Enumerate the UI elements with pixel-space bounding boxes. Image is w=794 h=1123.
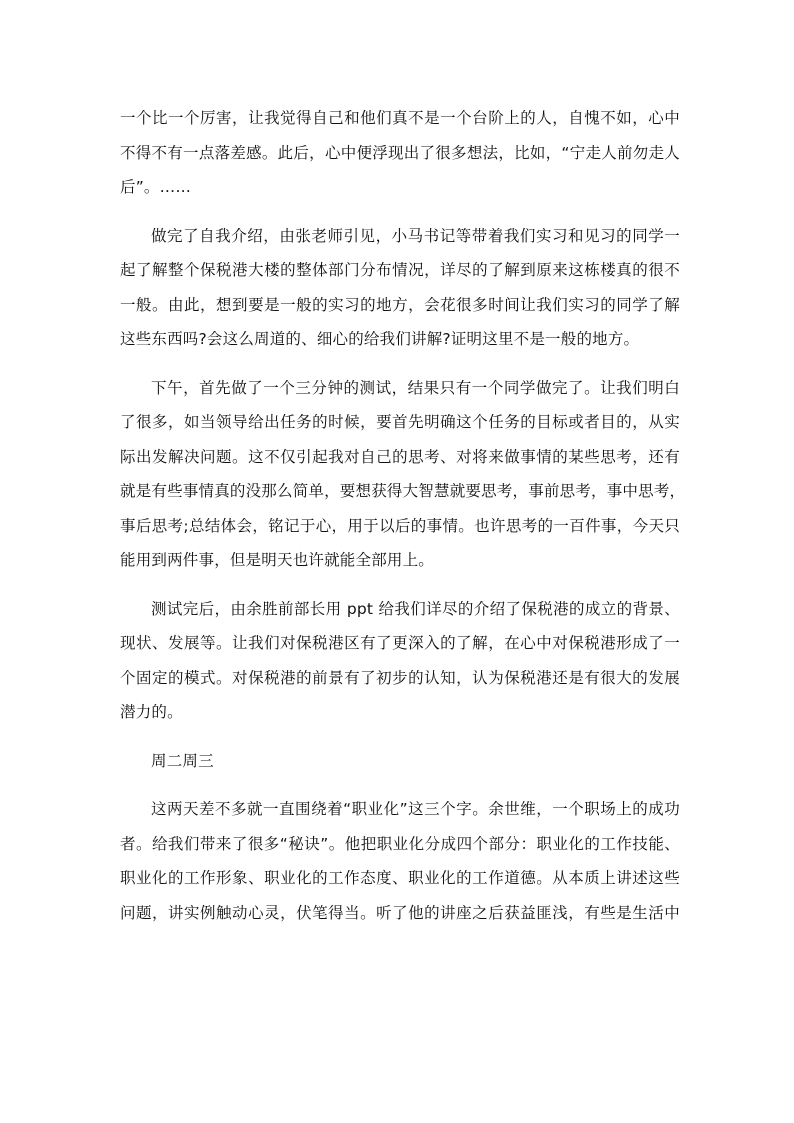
text-line: 下午，首先做了一个三分钟的测试，结果只有一个同学做完了。让我们明白 [151, 378, 680, 397]
text-line: 不得不有一点落差感。此后，心中便浮现出了很多想法，比如，“宁走人前勿走人 [120, 143, 680, 162]
text-line: 做完了自我介绍，由张老师引见，小马书记等带着我们实习和见习的同学一 [151, 226, 680, 245]
text-line: 测试完后，由余胜前部长用 ppt 给我们详尽的介绍了保税港的成立的背景、 [151, 599, 680, 618]
paragraph [120, 592, 680, 730]
text-line: 一个比一个厉害，让我觉得自己和他们真不是一个台阶上的人，自愧不如，心中 [120, 109, 680, 127]
section-heading [120, 744, 680, 779]
paragraph [120, 101, 680, 205]
paragraph [120, 219, 680, 357]
text-line: 际出发解决问题。这不仅引起我对自己的思考、对将来做事情的某些思考，还有 [120, 447, 680, 466]
text-line: 能用到两件事，但是明天也许就能全部用上。 [120, 551, 435, 569]
text-line: 事后思考;总结体会，铭记于心，用于以后的事情。也许思考的一百件事，今天只 [120, 516, 680, 535]
text-line: 问题，讲实例触动心灵，伏笔得当。听了他的讲座之后获益匪浅，有些是生活中 [120, 903, 680, 922]
document-body [120, 101, 686, 930]
text-line: 这些东西吗?会这么周道的、细心的给我们讲解?证明这里不是一般的地方。 [120, 330, 640, 348]
text-line: 个固定的模式。对保税港的前景有了初步的认知，认为保税港还是有很大的发展 [120, 668, 680, 687]
text-line: 起了解整个保税港大楼的整体部门分布情况，详尽的了解到原来这栋楼真的很不 [120, 261, 680, 279]
paragraph [120, 371, 686, 578]
text-line: 现状、发展等。让我们对保税港区有了更深入的了解，在心中对保税港形成了一 [120, 634, 680, 652]
heading-text: 周二周三 [151, 751, 214, 770]
text-line: 就是有些事情真的没那么简单，要想获得大智慧就要思考，事前思考，事中思考， [120, 482, 686, 500]
text-line: 职业化的工作形象、职业化的工作态度、职业化的工作道德。从本质上讲述这些 [120, 869, 680, 887]
text-line: 潜力的。 [120, 703, 183, 721]
text-line: 了很多，如当领导给出任务的时候，要首先明确这个任务的目标或者目的，从实 [120, 413, 680, 431]
paragraph [120, 792, 680, 930]
text-line: 者。给我们带来了很多“秘诀”。他把职业化分成四个部分：职业化的工作技能、 [120, 834, 680, 853]
text-line: 这两天差不多就一直围绕着“职业化”这三个字。余世维，一个职场上的成功 [151, 800, 680, 818]
text-line: 后”。…… [120, 178, 192, 196]
text-line: 一般。由此，想到要是一般的实习的地方，会花很多时间让我们实习的同学了解 [120, 295, 680, 314]
